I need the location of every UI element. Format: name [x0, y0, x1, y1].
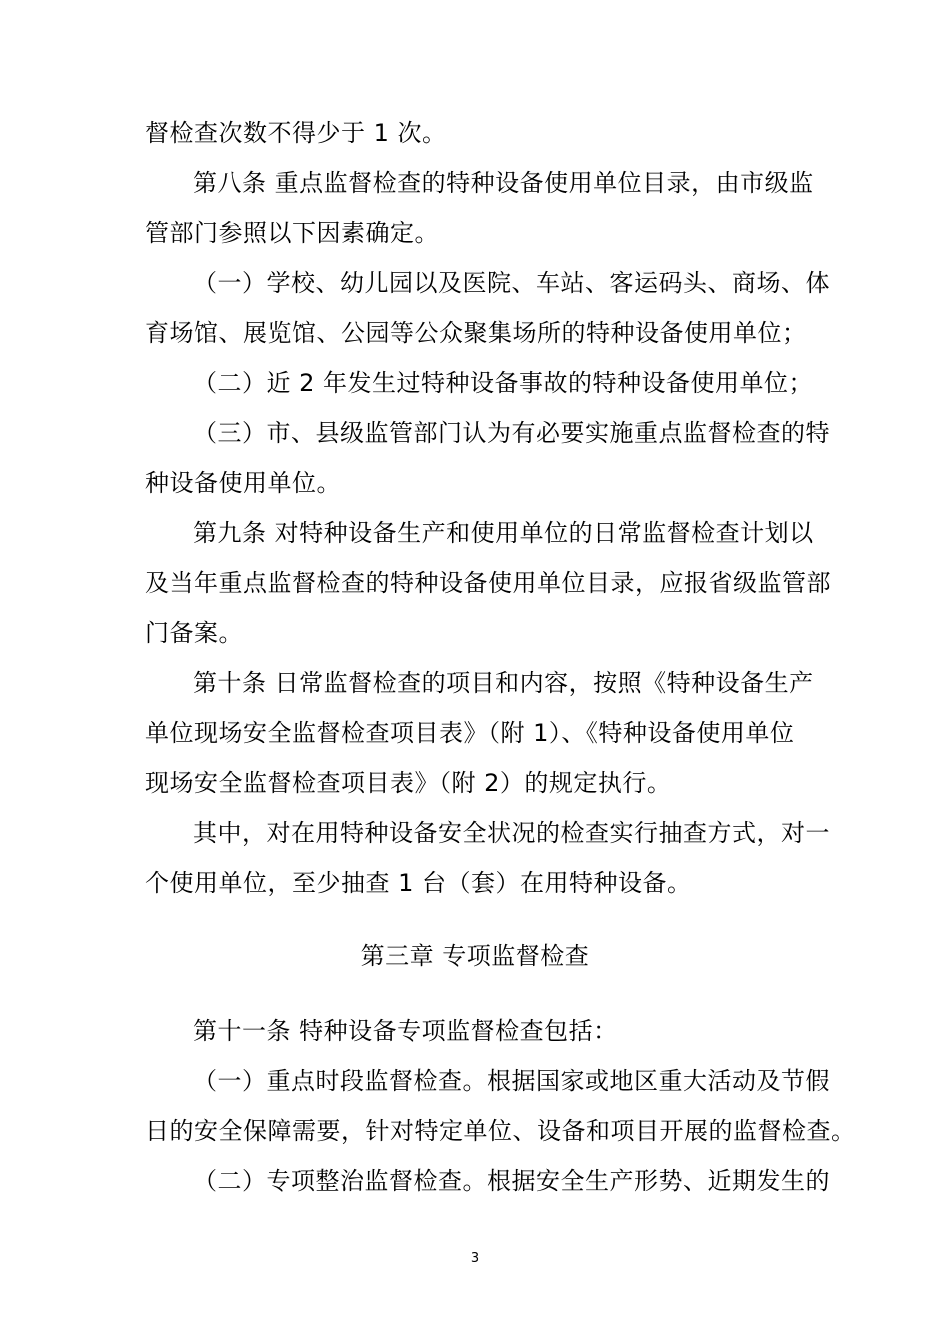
body-line: 及当年重点监督检查的特种设备使用单位目录，应报省级监管部 — [145, 569, 831, 597]
list-item-line: （一）重点时段监督检查。根据国家或地区重大活动及节假 — [193, 1067, 830, 1095]
body-line: 种设备使用单位。 — [145, 469, 341, 497]
body-line: 门备案。 — [145, 619, 243, 647]
body-line: 管部门参照以下因素确定。 — [145, 219, 439, 247]
body-line: 现场安全监督检查项目表》（附 2）的规定执行。 — [145, 769, 672, 797]
chapter-heading: 第三章 专项监督检查 — [360, 942, 590, 970]
list-item-line: （二）近 2 年发生过特种设备事故的特种设备使用单位； — [193, 369, 814, 397]
body-line: 育场馆、展览馆、公园等公众聚集场所的特种设备使用单位； — [145, 319, 807, 347]
article-9-line: 第九条 对特种设备生产和使用单位的日常监督检查计划以 — [193, 519, 814, 547]
list-item-line: （二）专项整治监督检查。根据安全生产形势、近期发生的 — [193, 1167, 830, 1195]
list-item-line: （一）学校、幼儿园以及医院、车站、客运码头、商场、体 — [193, 269, 830, 297]
article-10-line: 第十条 日常监督检查的项目和内容，按照《特种设备生产 — [193, 669, 814, 697]
body-line: 个使用单位，至少抽查 1 台（套）在用特种设备。 — [145, 869, 692, 897]
article-11-line: 第十一条 特种设备专项监督检查包括： — [193, 1017, 618, 1045]
body-line: 督检查次数不得少于 1 次。 — [145, 119, 447, 147]
paragraph-line: 其中，对在用特种设备安全状况的检查实行抽查方式，对一 — [193, 819, 830, 847]
body-line: 日的安全保障需要，针对特定单位、设备和项目开展的监督检查。 — [145, 1117, 856, 1145]
page-number: 3 — [470, 1251, 480, 1266]
list-item-line: （三）市、县级监管部门认为有必要实施重点监督检查的特 — [193, 419, 830, 447]
body-line: 单位现场安全监督检查项目表》（附 1）、《特种设备使用单位 — [145, 719, 795, 747]
article-8-line: 第八条 重点监督检查的特种设备使用单位目录，由市级监 — [193, 169, 814, 197]
